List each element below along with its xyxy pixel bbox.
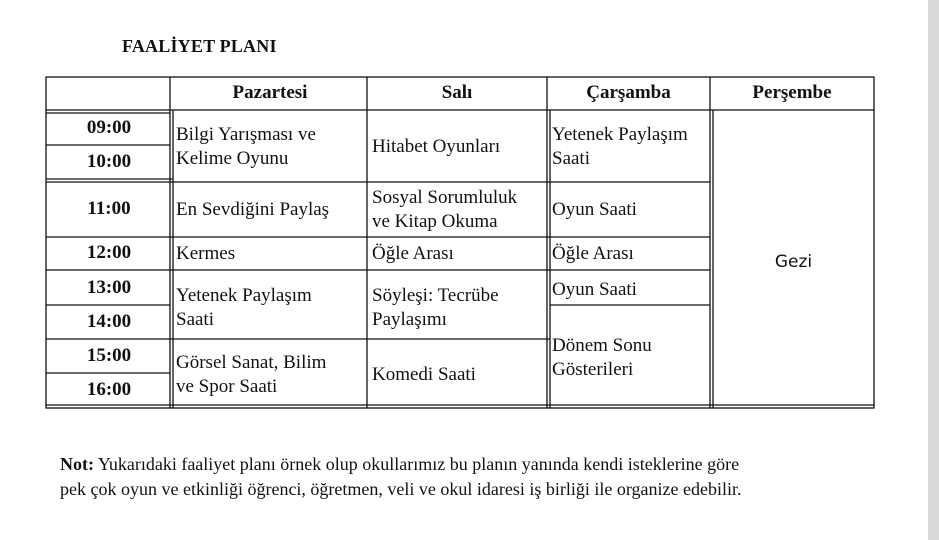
page-title: FAALİYET PLANI <box>122 36 277 56</box>
header-carsamba: Çarşamba <box>586 82 671 103</box>
persembe-cell-gezi: Gezi <box>774 252 813 272</box>
time-1200: 12:00 <box>86 242 132 263</box>
header-pazartesi: Pazartesi <box>232 82 308 103</box>
pazartesi-cell-1-line2: Kelime Oyunu <box>176 148 289 169</box>
pazartesi-cell-4-line1: Yetenek Paylaşım <box>176 285 312 306</box>
carsamba-cell-2: Oyun Saati <box>552 199 637 220</box>
sali-cell-1: Hitabet Oyunları <box>372 136 501 157</box>
time-1000: 10:00 <box>86 151 132 172</box>
footnote <box>60 452 880 502</box>
pazartesi-cell-3: Kermes <box>176 243 236 264</box>
pazartesi-cell-5-line2: ve Spor Saati <box>176 376 278 397</box>
pazartesi-cell-4-line2: Saati <box>176 309 214 330</box>
time-1300: 13:00 <box>86 277 132 298</box>
pazartesi-cell-1-line1: Bilgi Yarışması ve <box>176 124 316 145</box>
note-label: Not: <box>60 454 94 474</box>
time-1600: 16:00 <box>86 379 132 400</box>
note-line-2: pek çok oyun ve etkinliği öğrenci, öğretmen, veli ve okul idaresi iş birliği ile organize edebilir. <box>60 479 742 499</box>
sali-cell-2-line1: Sosyal Sorumluluk <box>372 187 518 208</box>
sali-cell-2-line2: ve Kitap Okuma <box>372 211 498 232</box>
pazartesi-cell-5-line1: Görsel Sanat, Bilim <box>176 352 327 373</box>
carsamba-cell-3: Öğle Arası <box>552 243 634 264</box>
sali-cell-4-line1: Söyleşi: Tecrübe <box>372 285 499 306</box>
time-0900: 09:00 <box>86 117 132 138</box>
sali-cell-4-line2: Paylaşımı <box>372 309 447 330</box>
carsamba-cell-1-line1: Yetenek Paylaşım <box>552 124 688 145</box>
sali-cell-5: Komedi Saati <box>372 364 476 385</box>
pazartesi-cell-2: En Sevdiğini Paylaş <box>176 199 330 220</box>
note-line-1: Yukarıdaki faaliyet planı örnek olup okullarımız bu planın yanında kendi isteklerine göre <box>97 454 740 474</box>
sali-cell-3: Öğle Arası <box>372 243 454 264</box>
carsamba-cell-5-line1: Dönem Sonu <box>552 335 652 356</box>
time-1100: 11:00 <box>87 198 131 219</box>
carsamba-cell-5-line2: Gösterileri <box>552 359 634 380</box>
time-1500: 15:00 <box>86 345 132 366</box>
carsamba-cell-4: Oyun Saati <box>552 279 637 300</box>
carsamba-cell-1-line2: Saati <box>552 148 590 169</box>
header-sali: Salı <box>441 82 473 103</box>
time-1400: 14:00 <box>86 311 132 332</box>
header-persembe: Perşembe <box>752 82 832 103</box>
